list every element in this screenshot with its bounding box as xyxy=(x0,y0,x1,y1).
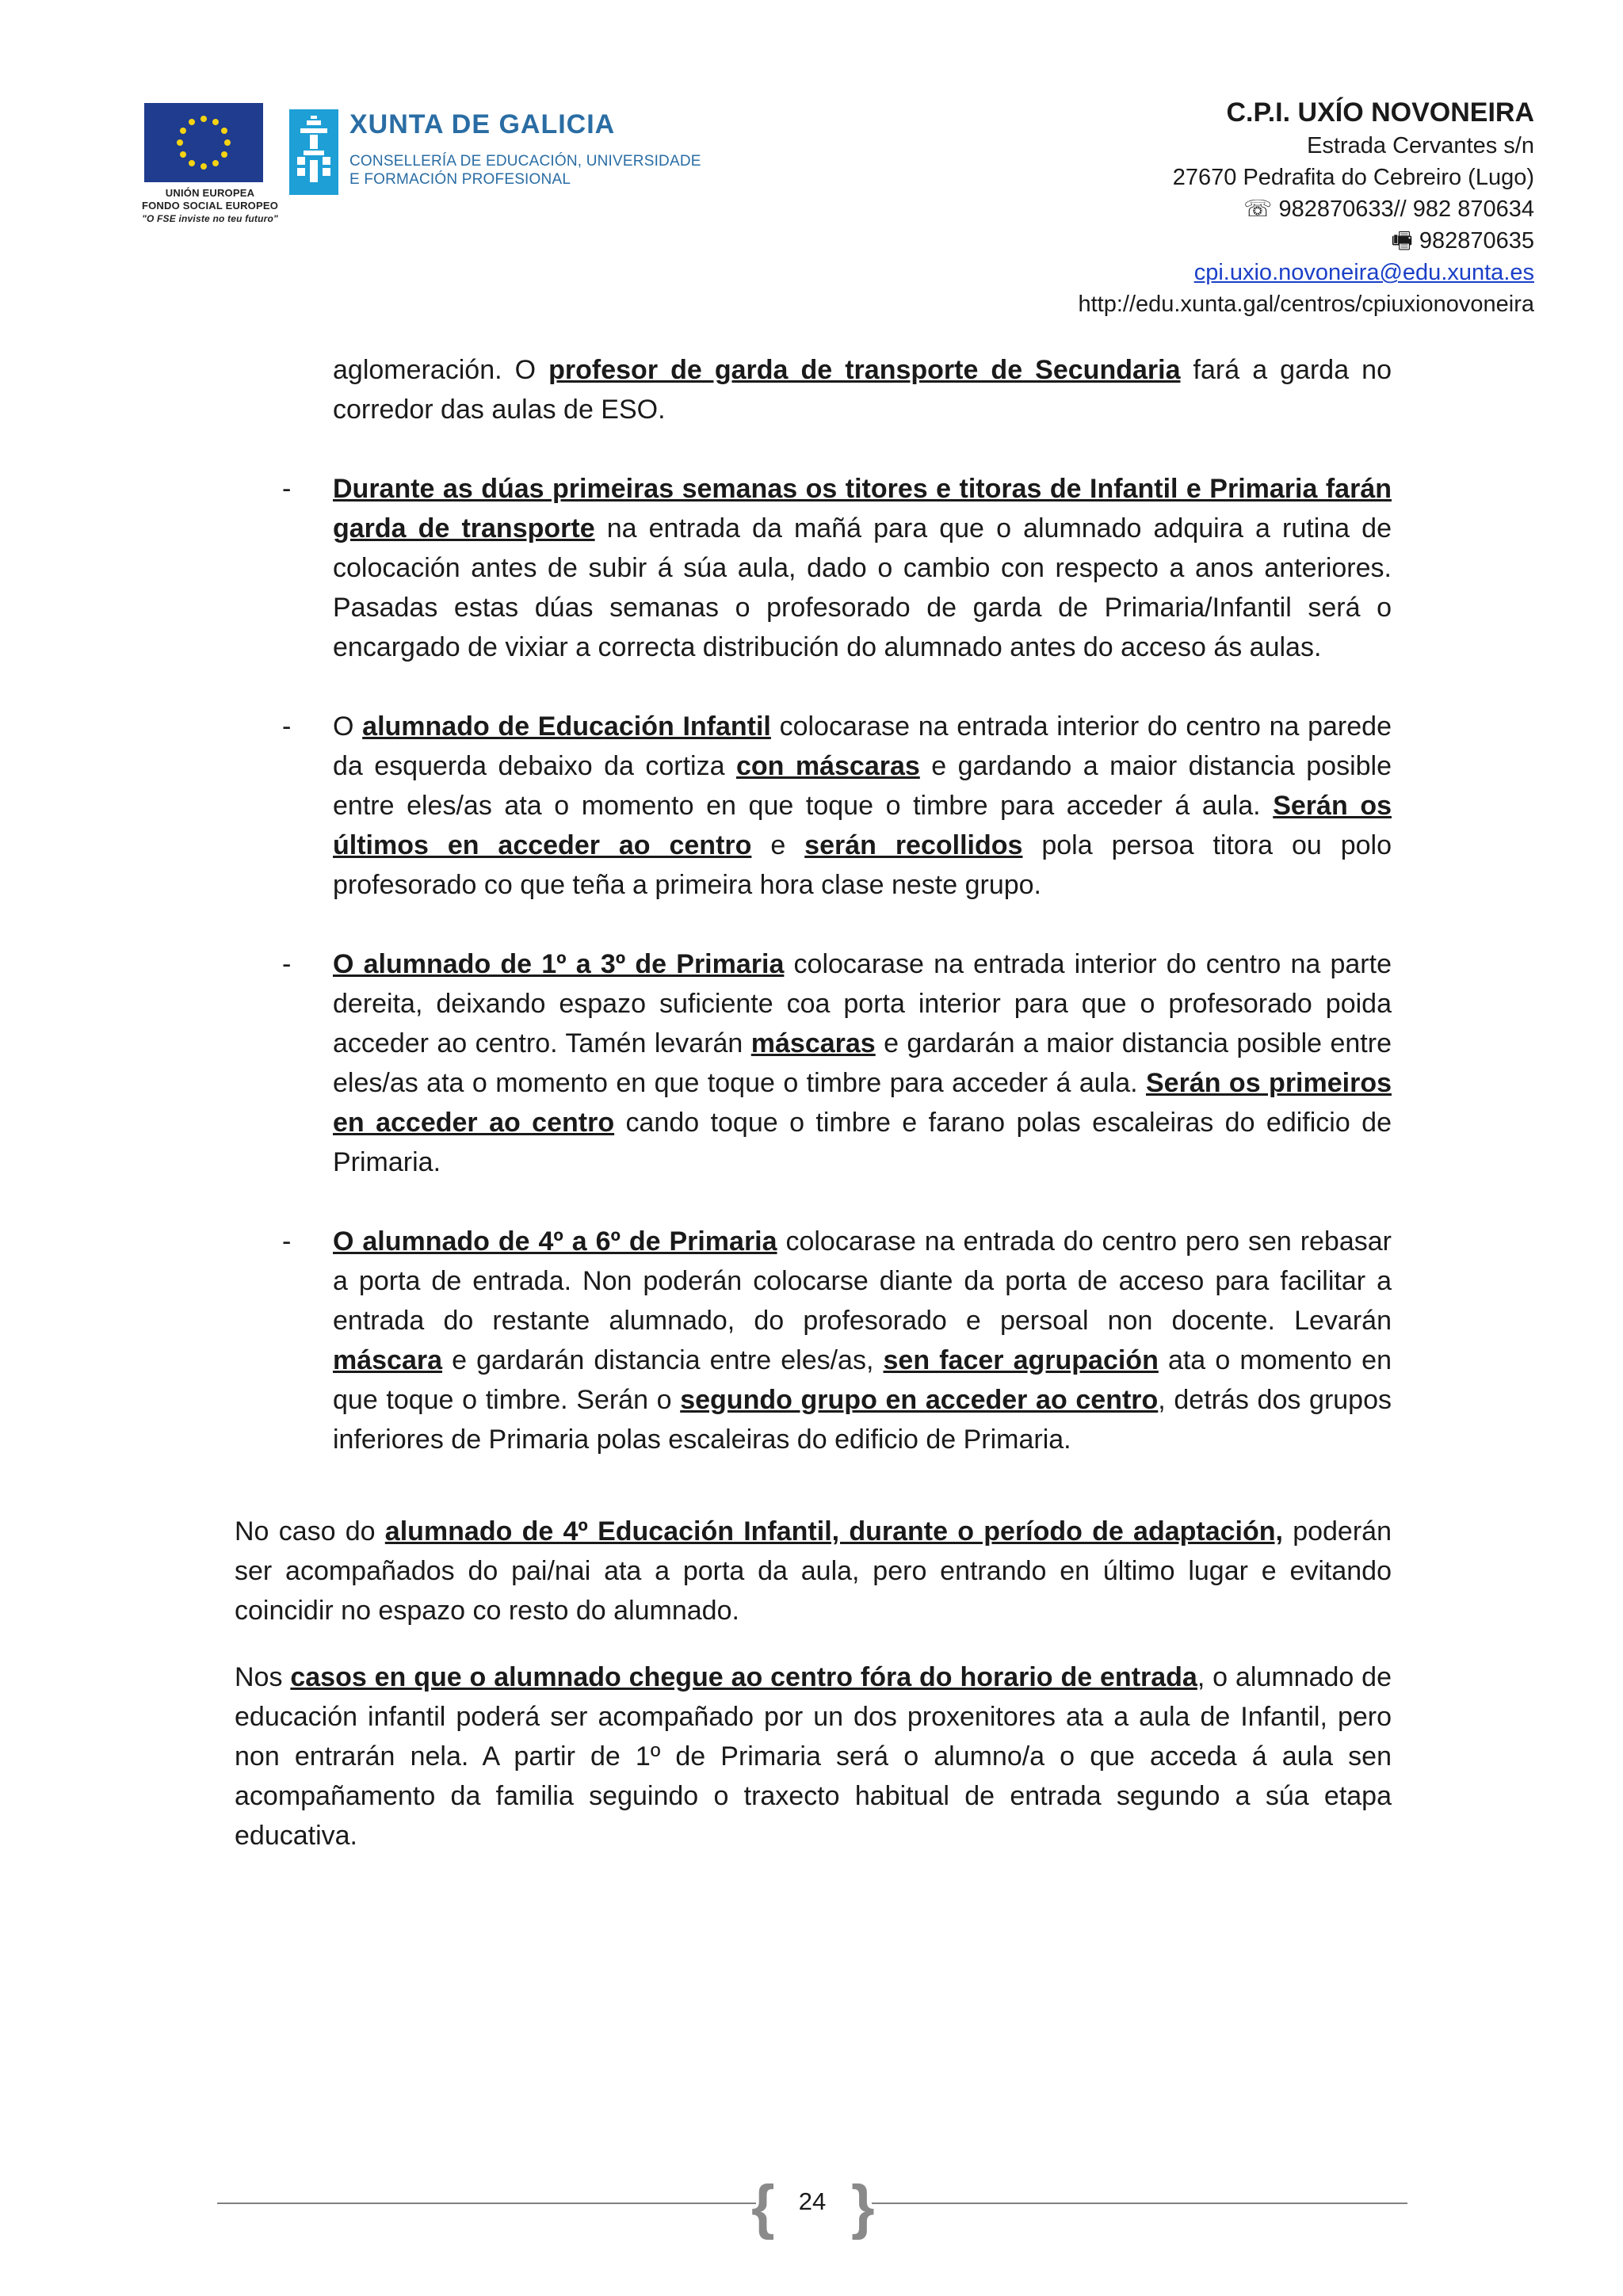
footer-bracket-right: } xyxy=(851,2173,875,2241)
xunta-coat-of-arms-icon xyxy=(289,109,338,195)
school-address-street: Estrada Cervantes s/n xyxy=(1307,133,1534,158)
paragraph-adaptation-period: No caso do alumnado de 4º Educación Infantil, durante o período de adaptación, poderán ser acompañados do pai/nai ata a porta da aula, pero entrando en último lugar e evitando coincidir no espazo co resto do alumnado. xyxy=(235,1516,1392,1626)
footer-divider-right xyxy=(872,2203,1407,2204)
bullet-item-primaria-1-3: - O alumnado de 1º a 3º de Primaria colocarase na entrada interior do centro na parte dereita, deixando espazo suficiente coa porta interior para que o profesorado poida acceder ao centro. Tamén levarán máscaras e gardarán a maior distancia posible entre eles/as ata o momento en que toque o timbre para acceder á aula. Serán os primeiros en acceder ao centro cando toque o timbre e farano polas escaleiras do edificio de Primaria. xyxy=(282,949,1392,1177)
school-phone: ☏ 982870633// 982 870634 xyxy=(1243,196,1534,222)
document-body xyxy=(235,350,1392,1855)
bullet-item-infantil: - O alumnado de Educación Infantil colocarase na entrada interior do centro na parede da esquerda debaixo da cortiza con máscaras e gardando a maior distancia posible entre eles/as ata o momento en que toque o timbre para acceder á aula. Serán os últimos en acceder ao centro e serán recollidos pola persoa titora ou polo profesorado co que teña a primeira hora clase neste grupo. xyxy=(282,711,1392,900)
footer-bracket-left: { xyxy=(751,2173,775,2241)
xunta-logo xyxy=(289,109,701,195)
xunta-name: XUNTA DE GALICIA xyxy=(349,109,616,139)
xunta-department-line1: CONSELLERÍA DE EDUCACIÓN, UNIVERSIDADE xyxy=(349,153,701,170)
eu-flag-icon xyxy=(144,103,263,182)
paragraph-late-arrival: Nos casos en que o alumnado chegue ao centro fóra do horario de entrada, o alumnado de educación infantil poderá ser acompañado por un dos proxenitores ata a aula de Infantil, pero non entrarán nela. A partir de 1º de Primaria será o alumno/a o que acceda á aula sen acompañamento da familia seguindo o traxecto habitual de entrada segundo a súa etapa educativa. xyxy=(235,1662,1392,1851)
eu-label-line1: UNIÓN EUROPEA xyxy=(165,187,255,199)
school-name: C.P.I. UXÍO NOVONEIRA xyxy=(1226,97,1534,128)
school-email-link[interactable]: cpi.uxio.novoneira@edu.xunta.es xyxy=(1193,260,1534,285)
bullet-item-transport-guard: - Durante as dúas primeiras semanas os titores e titoras de Infantil e Primaria farán garda de transporte na entrada da mañá para que o alumnado adquira a rutina de colocación antes de subir á súa aula, dado o cambio con respecto a anos anteriores. Pasadas estas dúas semanas o profesorado de garda de Primaria/Infantil será o encargado de vixiar a correcta distribución do alumnado antes do acceso ás aulas. xyxy=(282,474,1392,662)
school-contact-block xyxy=(1078,95,1534,320)
school-fax: 🖷 982870635 xyxy=(1391,228,1534,254)
page-number: 24 xyxy=(798,2187,827,2215)
bullet-item-primaria-4-6: - O alumnado de 4º a 6º de Primaria colocarase na entrada do centro pero sen rebasar a porta de entrada. Non poderán colocarse diante da porta de acceso para facilitar a entrada do restante alumnado, do profesorado e persoal non docente. Levarán máscara e gardarán distancia entre eles/as, sen facer agrupación ata o momento en que toque o timbre. Serán o segundo grupo en acceder ao centro, detrás dos grupos inferiores de Primaria polas escaleiras do edificio de Primaria. xyxy=(282,1226,1392,1455)
footer-divider-left xyxy=(217,2203,756,2204)
xunta-department-line2: E FORMACIÓN PROFESIONAL xyxy=(349,171,571,188)
paragraph-continuation: aglomeración. O profesor de garda de transporte de Secundaria fará a garda no corredor das aulas de ESO. xyxy=(333,355,1392,425)
school-address-city: 27670 Pedrafita do Cebreiro (Lugo) xyxy=(1172,165,1534,190)
eu-logo xyxy=(127,103,293,225)
school-website: http://edu.xunta.gal/centros/cpiuxionovoneira xyxy=(1078,292,1534,317)
eu-label-line2: FONDO SOCIAL EUROPEO xyxy=(141,200,279,212)
eu-slogan: "O FSE inviste no teu futuro" xyxy=(142,213,278,224)
